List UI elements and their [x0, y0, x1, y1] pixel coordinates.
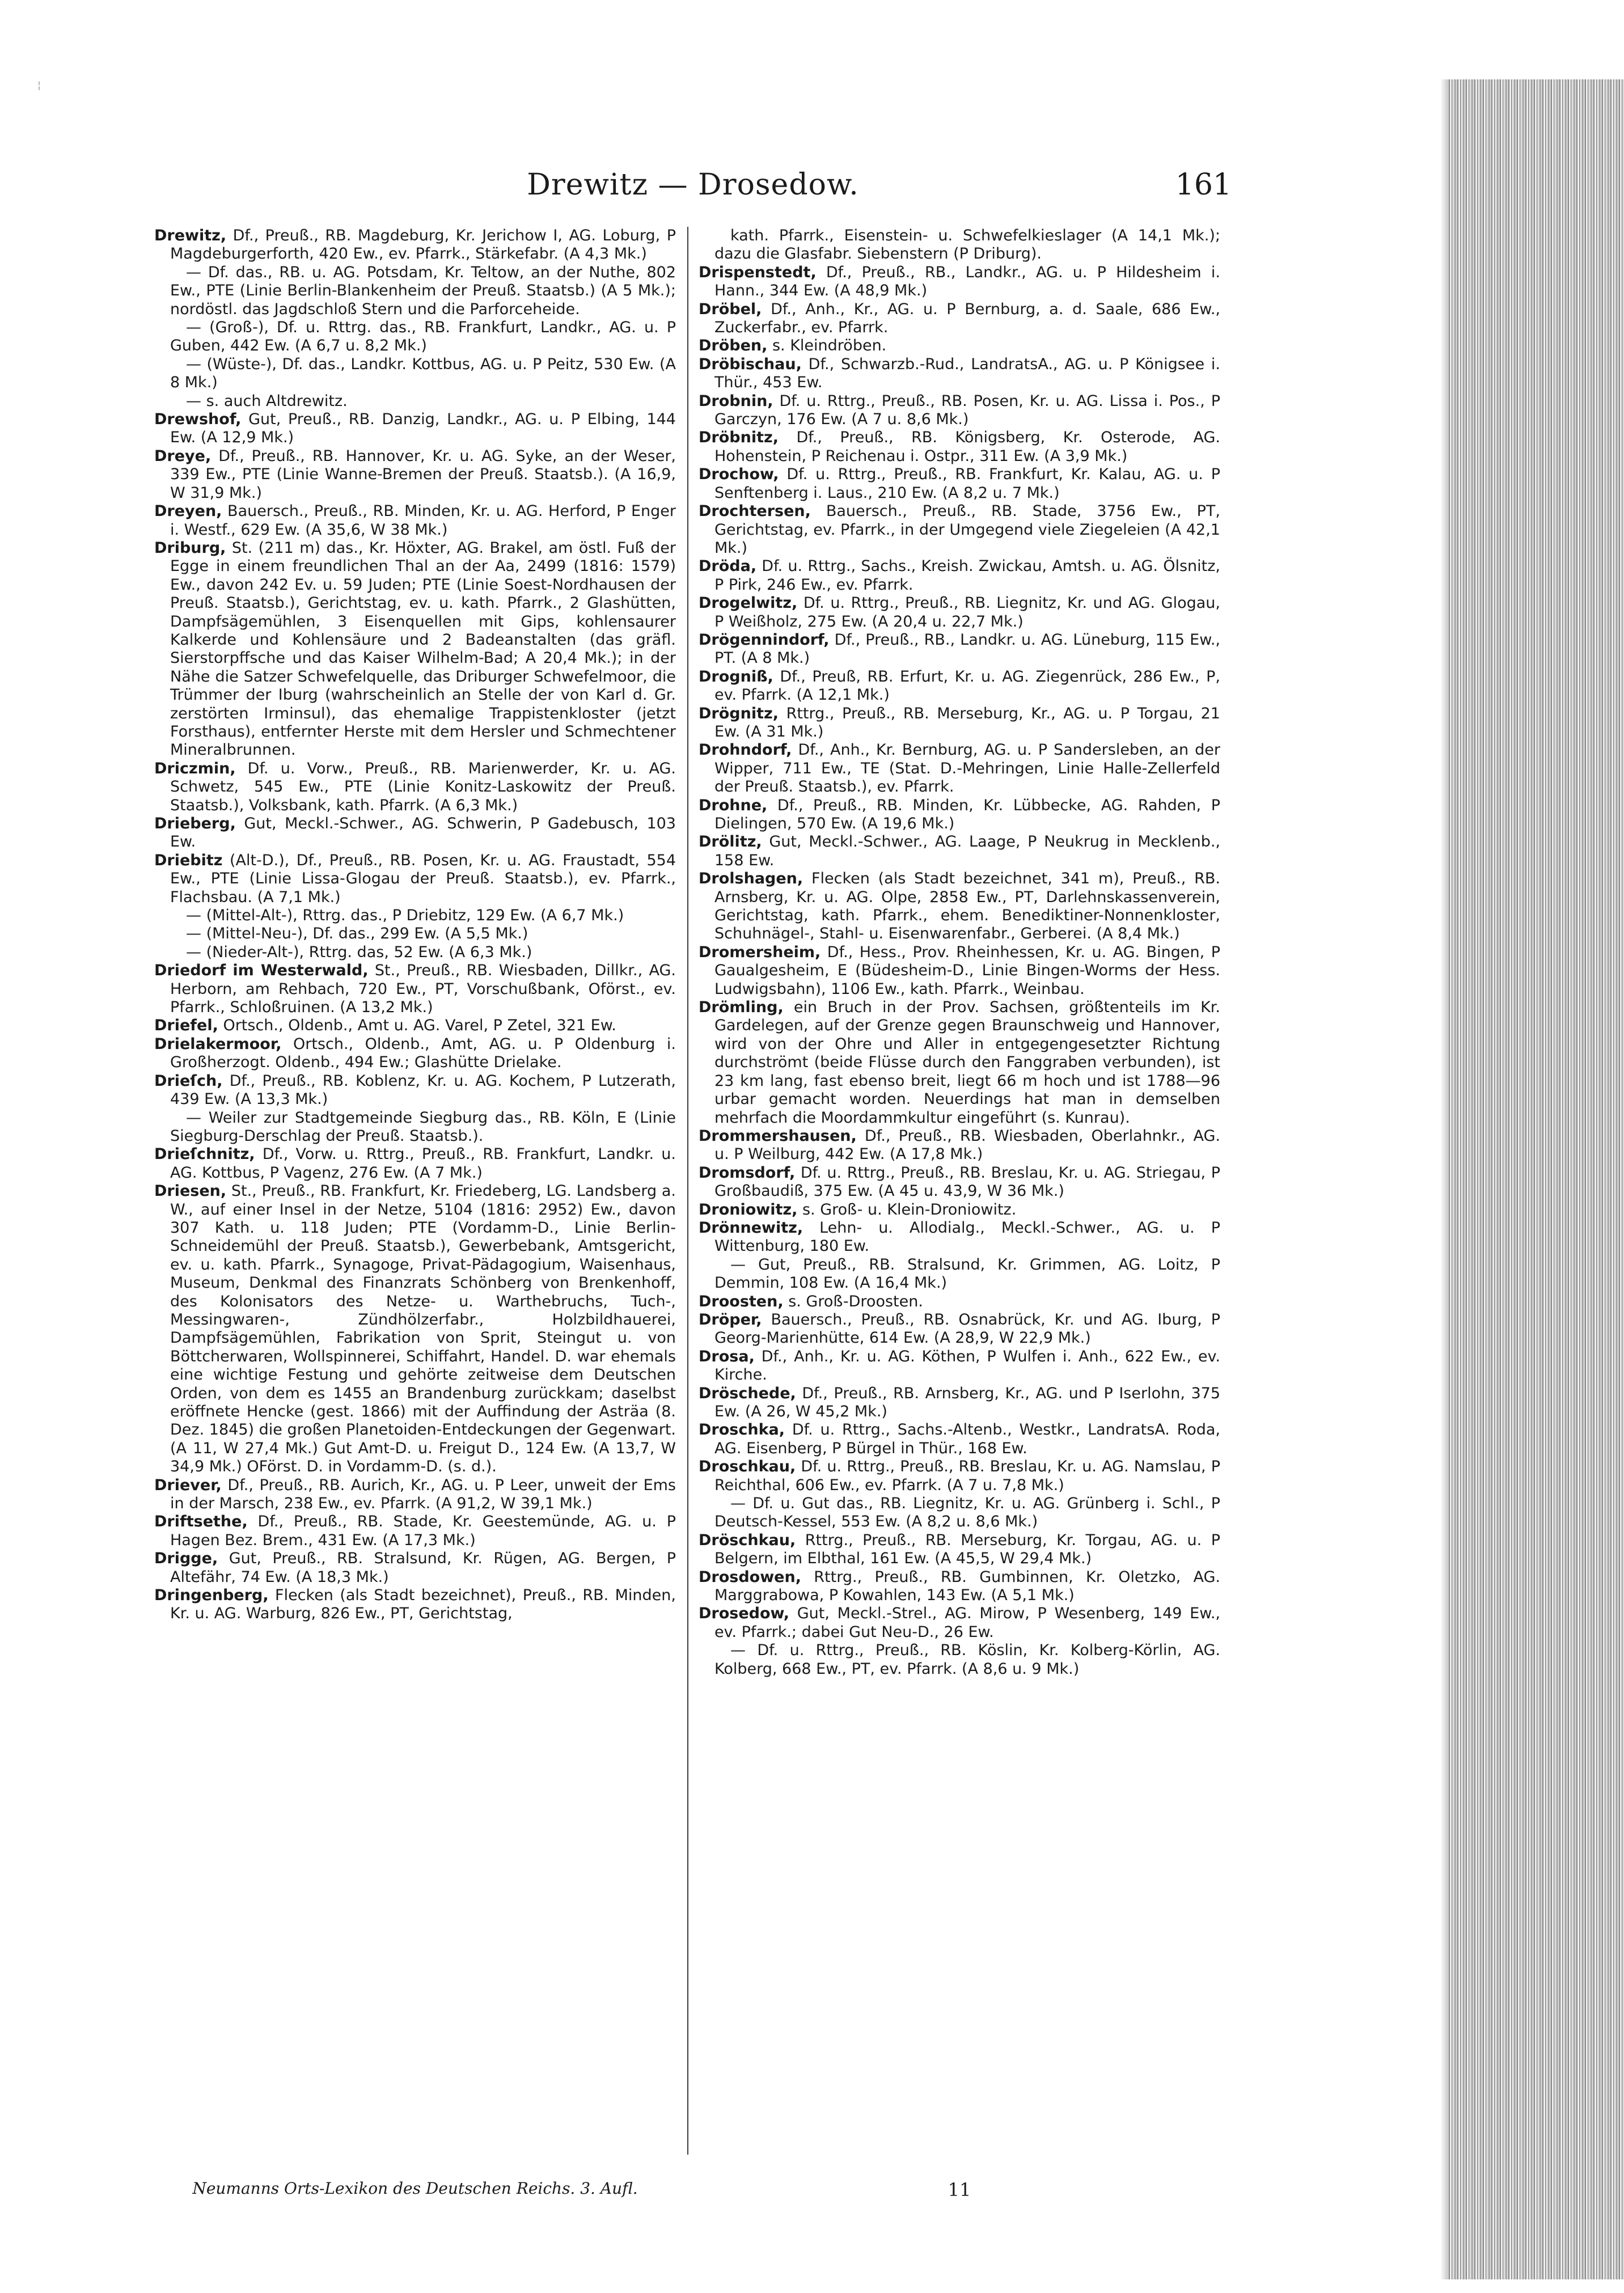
gazetteer-entry [699, 227, 1220, 264]
entry-text: Ortsch., Oldenb., Amt, AG. u. P Oldenburg i. Großherzogt. Oldenb., 494 Ew.; Glashütte Drielake. [170, 1035, 676, 1072]
entry-headword: Drölitz, [699, 833, 762, 851]
gazetteer-entry [154, 539, 676, 760]
entry-headword: Drogelwitz, [699, 594, 798, 612]
entry-text: Df., Hess., Prov. Rheinhessen, Kr. u. AG. Bingen, P Gaualgesheim, E (Büdesheim-D., Linie Bingen-Worms der Hess. Ludwigsbahn), 1106 Ew., kath. Pfarrk., Weinbau. [714, 943, 1220, 998]
entry-headword: Drogniß, [699, 667, 773, 686]
entry-text: Df., Anh., Kr. Bernburg, AG. u. P Sandersleben, an der Wipper, 711 Ew., TE (Stat. D.-Mehringen, Linie Halle-Zellerfeld der Preuß. Staatsb.), ev. Pfarrk. [714, 741, 1220, 796]
entry-text: Df., Preuß., RB. Aurich, Kr., AG. u. P Leer, unweit der Ems in der Marsch, 238 Ew., ev. Pfarrk. (A 91,2, W 39,1 Mk.) [170, 1476, 676, 1513]
entry-text: Bauersch., Preuß., RB. Osnabrück, Kr. und AG. Iburg, P Georg-Marienhütte, 614 Ew. (A 28,9, W 22,9 Mk.) [714, 1310, 1220, 1347]
entry-headword: Driedorf im Westerwald, [154, 962, 369, 980]
entry-headword: Driftsethe, [154, 1513, 248, 1531]
entry-text: Gut, Preuß., RB. Stralsund, Kr. Rügen, AG. Bergen, P Altefähr, 74 Ew. (A 18,3 Mk.) [170, 1550, 676, 1586]
gazetteer-entry [699, 1348, 1220, 1385]
gazetteer-entry [699, 1385, 1220, 1422]
gazetteer-entry [699, 1201, 1220, 1219]
entry-text: St. (211 m) das., Kr. Höxter, AG. Brakel, am östl. Fuß der Egge in einem freundlichen Thal an der Aa, 2499 (1816: 1579) Ew., davon 242 Ev. u. 59 Juden; PTE (Linie Soest-Nordhausen der Preuß. Staatsb.), Gerichtstag, ev. u. kath. Pfarrk., 2 Glashütten, Dampfsägemühlen, 3 Eisenquellen mit Gips, kohlensaurer Kalkerde und Kohlensäure und 2 Badeanstalten (das gräfl. Sierstorpffsche und das Kaiser Wilhelm-Bad; A 20,4 Mk.); in der Nähe die Satzer Schwefelquelle, das Driburger Schwefelmoor, die Trümmer der Iburg (wahrscheinlich an Stelle der von Karl d. Gr. zerstörten Irminsul), das ehemalige Trappistenkloster (jetzt Forsthaus), entfernter Herste mit dem Hersler und Schmechtener Mineralbrunnen. [170, 539, 676, 759]
entry-text: Df., Preuß., RB. Stade, Kr. Geestemünde, AG. u. P Hagen Bez. Brem., 431 Ew. (A 17,3 Mk.) [170, 1513, 676, 1549]
entry-text: s. Groß- u. Klein-Droniowitz. [797, 1200, 1017, 1219]
entry-text: — Weiler zur Stadtgemeinde Siegburg das., RB. Köln, E (Linie Siegburg-Derschlag der Preuß. Staatsb.). [170, 1109, 676, 1145]
gazetteer-entry [154, 925, 676, 943]
entry-headword: Drochow, [699, 466, 779, 484]
gazetteer-entry [154, 411, 676, 447]
entry-text: Df., Preuß., RB. Magdeburg, Kr. Jerichow I, AG. Loburg, P Magdeburgerforth, 420 Ew., ev. Pfarrk., Stärkefabr. (A 4,3 Mk.) [170, 227, 676, 263]
entry-text: Df. u. Vorw., Preuß., RB. Marienwerder, Kr. u. AG. Schwetz, 545 Ew., PTE (Linie Konitz-Laskowitz der Preuß. Staatsb.), Volksbank, kath. Pfarrk. (A 6,3 Mk.) [170, 759, 676, 814]
entry-headword: Drigge, [154, 1550, 218, 1568]
entry-text: Df., Preuß, RB. Erfurt, Kr. u. AG. Ziegenrück, 286 Ew., P, ev. Pfarrk. (A 12,1 Mk.) [714, 667, 1220, 704]
entry-text: Df. u. Rttrg., Sachs.-Altenb., Westkr., LandratsA. Roda, AG. Eisenberg, P Bürgel in Thür., 168 Ew. [714, 1421, 1220, 1457]
gazetteer-entry [699, 741, 1220, 796]
entry-text: s. Kleindröben. [767, 337, 887, 355]
gazetteer-entry [154, 356, 676, 392]
entry-text: Df., Schwarzb.-Rud., LandratsA., AG. u. P Königsee i. Thür., 453 Ew. [714, 355, 1220, 392]
entry-headword: Drobnin, [699, 392, 773, 410]
entry-headword: Drosedow, [699, 1605, 790, 1623]
entry-headword: Dröbnitz, [699, 429, 779, 447]
entry-text: Lehn- u. Allodialg., Meckl.-Schwer., AG. u. P Wittenburg, 180 Ew. [714, 1219, 1220, 1255]
entry-text: — Gut, Preuß., RB. Stralsund, Kr. Grimmen, AG. Loitz, P Demmin, 108 Ew. (A 16,4 Mk.) [714, 1255, 1220, 1292]
entry-headword: Drohne, [699, 796, 768, 814]
entry-text: Rttrg., Preuß., RB. Merseburg, Kr., AG. u. P Torgau, 21 Ew. (A 31 Mk.) [714, 704, 1220, 741]
sheet-signature: 11 [948, 2179, 971, 2201]
entry-text: kath. Pfarrk., Eisenstein- u. Schwefelkieslager (A 14,1 Mk.); dazu die Glasfabr. Siebenstern (P Driburg). [714, 227, 1220, 263]
gazetteer-entry [699, 1311, 1220, 1348]
gazetteer-entry [699, 429, 1220, 466]
page-header [154, 168, 1232, 213]
right-column [699, 227, 1220, 2166]
entry-headword: Drönnewitz, [699, 1219, 803, 1237]
gazetteer-entry [699, 557, 1220, 594]
entry-text: ein Bruch in der Prov. Sachsen, größtenteils im Kr. Gardelegen, auf der Grenze gegen Braunschweig und Hannover, wird von der Ohre und Aller in entgegengesetzter Richtung durchströmt (beide Flüsse durch den Fanggraben verbunden), ist 23 km lang, fast ebenso breit, liegt 66 m hoch und ist 1788—96 urbar gemacht worden. Neuerdings hat man in demselben mehrfach die Moordammkultur eingeführt (s. Kunrau). [714, 999, 1220, 1127]
entry-headword: Drögennindorf, [699, 631, 830, 649]
gazetteer-entry [154, 1477, 676, 1513]
entry-headword: Drommershausen, [699, 1127, 857, 1145]
entry-headword: Drieberg, [154, 815, 236, 832]
gazetteer-entry [154, 907, 676, 925]
entry-text: St., Preuß., RB. Frankfurt, Kr. Friedeberg, LG. Landsberg a. W., auf einer Insel in der Netze, 5104 (1816: 2952) Ew., davon 307 Kath. u. 118 Juden; PTE (Vordamm-D., Linie Berlin-Schneidemühl der Preuß. Staatsb.), Gewerbebank, Amtsgericht, ev. u. kath. Pfarrk., Synagoge, Privat-Pädagogium, Waisenhaus, Museum, Denkmal des Finanzrats Schönberg von Brenkenhoff, des Kolonisators des Netze- u. Warthebruchs, Tuch-, Messingwaren-, Zündhölzerfabr., Holzbildhauerei, Dampfsägemühlen, Fabrikation von Sprit, Steingut u. von Böttcherwaren, Wollspinnerei, Schiffahrt, Handel. D. war ehemals eine wichtige Festung und gehörte zeitweise dem Deutschen Orden, von dem es 1455 an Brandenburg zurückkam; daselbst eröffnete Hencke (gest. 1866) mit der Auffindung der Asträa (8. Dez. 1845) die großen Planetoiden-Entdeckungen der Gegenwart. (A 11, W 27,4 Mk.) Gut Amt-D. u. Freigut D., 124 Ew. (A 13,7, W 34,9 Mk.) OFörst. D. in Vordamm-D. (s. d.). [170, 1182, 676, 1476]
entry-headword: Droniowitz, [699, 1200, 798, 1219]
gazetteer-entry [154, 264, 676, 319]
entry-headword: Dreye, [154, 447, 212, 465]
column-divider [687, 227, 688, 2155]
entry-text: — Df. u. Rttrg., Preuß., RB. Köslin, Kr. Kolberg-Körlin, AG. Kolberg, 668 Ew., PT, ev. Pfarrk. (A 8,6 u. 9 Mk.) [714, 1642, 1220, 1678]
entry-text: Df., Preuß., RB., Landkr., AG. u. P Hildesheim i. Hann., 344 Ew. (A 48,9 Mk.) [714, 263, 1220, 300]
entry-text: Df., Preuß., RB., Landkr. u. AG. Lüneburg, 115 Ew., PT. (A 8 Mk.) [714, 631, 1220, 667]
gazetteer-entry [699, 797, 1220, 834]
entry-text: Gut, Preuß., RB. Danzig, Landkr., AG. u. P Elbing, 144 Ew. (A 12,9 Mk.) [170, 411, 676, 447]
entry-text: — (Wüste-), Df. das., Landkr. Kottbus, AG. u. P Peitz, 530 Ew. (A 8 Mk.) [170, 355, 676, 392]
entry-headword: Drolshagen, [699, 870, 803, 888]
entry-headword: Drosdowen, [699, 1568, 801, 1586]
gazetteer-entry [154, 1513, 676, 1550]
entry-headword: Drögnitz, [699, 704, 779, 722]
gazetteer-entry [154, 1145, 676, 1182]
entry-headword: Droschka, [699, 1421, 785, 1439]
gazetteer-entry [699, 466, 1220, 502]
entry-text: Df., Preuß., RB. Hannover, Kr. u. AG. Syke, an der Weser, 339 Ew., PTE (Linie Wanne-Bremen der Preuß. Staatsb.). (A 16,9, W 31,9 Mk.) [170, 447, 676, 502]
entry-text: Df., Anh., Kr., AG. u. P Bernburg, a. d. Saale, 686 Ew., Zuckerfabr., ev. Pfarrk. [714, 300, 1220, 337]
entry-text: Df., Anh., Kr. u. AG. Köthen, P Wulfen i. Anh., 622 Ew., ev. Kirche. [714, 1347, 1220, 1384]
running-title: Drewitz — Drosedow. [527, 168, 859, 202]
gazetteer-entry [699, 833, 1220, 870]
entry-headword: Drispenstedt, [699, 263, 817, 281]
gazetteer-entry [699, 1256, 1220, 1293]
gazetteer-entry [699, 356, 1220, 392]
entry-headword: Dringenberg, [154, 1587, 269, 1605]
entry-text: — (Nieder-Alt-), Rttrg. das, 52 Ew. (A 6,3 Mk.) [186, 943, 532, 961]
entry-headword: Drömling, [699, 999, 784, 1017]
entry-text: — (Mittel-Alt-), Rttrg. das., P Driebitz, 129 Ew. (A 6,7 Mk.) [186, 907, 624, 925]
gazetteer-entry [699, 1605, 1220, 1642]
entry-headword: Drieſchnitz, [154, 1145, 255, 1164]
entry-text: Df. u. Rttrg., Preuß., RB. Liegnitz, Kr. und AG. Glogau, P Weißholz, 275 Ew. (A 20,4 u. 22,7 Mk.) [714, 594, 1220, 631]
entry-headword: Driburg, [154, 539, 226, 557]
gazetteer-entry [699, 301, 1220, 337]
gazetteer-entry [699, 1164, 1220, 1201]
entry-text: Rttrg., Preuß., RB. Merseburg, Kr. Torgau, AG. u. P Belgern, im Elbthal, 161 Ew. (A 45,5, W 29,4 Mk.) [714, 1531, 1220, 1568]
left-column [154, 227, 676, 2166]
entry-text: — Df. das., RB. u. AG. Potsdam, Kr. Teltow, an der Nuthe, 802 Ew., PTE (Linie Berlin-Blankenheim der Preuß. Staatsb.) (A 5 Mk.); nordöstl. das Jagdschloß Stern und die Parforceheide. [170, 263, 676, 318]
entry-headword: Dromersheim, [699, 943, 821, 961]
entry-text: Df., Preuß., RB. Koblenz, Kr. u. AG. Kochem, P Lutzerath, 439 Ew. (A 13,3 Mk.) [170, 1072, 676, 1109]
gazetteer-entry [154, 760, 676, 815]
entry-text: Df., Vorw. u. Rttrg., Preuß., RB. Frankfurt, Landkr. u. AG. Kottbus, P Vagenz, 276 Ew. (A 7 Mk.) [170, 1145, 676, 1182]
gazetteer-entry [699, 1219, 1220, 1256]
entry-text: — (Groß-), Df. u. Rttrg. das., RB. Frankfurt, Landkr., AG. u. P Guben, 442 Ew. (A 6,7 u. 8,2 Mk.) [170, 319, 676, 355]
page-number: 161 [1175, 168, 1232, 202]
entry-text: Flecken (als Stadt bezeichnet, 341 m), Preuß., RB. Arnsberg, Kr. u. AG. Olpe, 2858 Ew., PT, Darlehnskassenverein, Gerichtstag, kath. Pfarrk., ehem. Benediktiner-Nonnenkloster, Schuhnägel-, Stahl- u. Eisenwarenfabr., Gerberei. (A 8,4 Mk.) [714, 870, 1220, 943]
entry-text: Df., Preuß., RB. Königsberg, Kr. Osterode, AG. Hohenstein, P Reichenau i. Ostpr., 311 Ew. (A 3,9 Mk.) [714, 429, 1220, 465]
entry-text: Df., Preuß., RB. Minden, Kr. Lübbecke, AG. Rahden, P Dielingen, 570 Ew. (A 19,6 Mk.) [714, 796, 1220, 832]
gazetteer-entry [154, 1182, 676, 1477]
entry-headword: Drewitz, [154, 227, 227, 244]
gazetteer-entry [699, 1568, 1220, 1605]
entry-text: Gut, Meckl.-Schwer., AG. Laage, P Neukrug in Mecklenb., 158 Ew. [714, 833, 1220, 869]
entry-text: — Df. u. Gut das., RB. Liegnitz, Kr. u. AG. Grünberg i. Schl., P Deutsch-Kessel, 553 Ew. (A 8,2 u. 8,6 Mk.) [714, 1495, 1220, 1531]
gazetteer-entry [154, 502, 676, 539]
entry-text: Df. u. Rttrg., Preuß., RB. Breslau, Kr. u. AG. Namslau, P Reichthal, 606 Ew., ev. Pfarrk. (A 7 u. 7,8 Mk.) [714, 1458, 1220, 1494]
gazetteer-entry [699, 944, 1220, 999]
gazetteer-entry [699, 1642, 1220, 1678]
entry-text: Rttrg., Preuß., RB. Gumbinnen, Kr. Oletzko, AG. Marggrabowa, P Kowahlen, 143 Ew. (A 5,1 Mk.) [714, 1568, 1220, 1605]
entry-text: Df. u. Rttrg., Preuß., RB. Posen, Kr. u. AG. Lissa i. Pos., P Garczyn, 176 Ew. (A 7 u. 8,6 Mk.) [714, 392, 1220, 429]
entry-text: (Alt-D.), Df., Preuß., RB. Posen, Kr. u. AG. Fraustadt, 554 Ew., PTE (Linie Lissa-Glogau der Preuß. Staatsb.), ev. Pfarrk., Flachsbau. (A 7,1 Mk.) [170, 851, 676, 906]
gazetteer-entry [154, 1587, 676, 1623]
gazetteer-entry [154, 1109, 676, 1146]
entry-text: Bauersch., Preuß., RB. Minden, Kr. u. AG. Herford, P Enger i. Westf., 629 Ew. (A 35,6, W 38 Mk.) [170, 502, 676, 539]
gazetteer-entry [699, 1458, 1220, 1495]
entry-headword: Dröschkau, [699, 1531, 796, 1549]
gazetteer-entry [154, 944, 676, 962]
gazetteer-entry [154, 1550, 676, 1587]
entry-headword: Dröben, [699, 337, 768, 355]
entry-headword: Droschkau, [699, 1458, 796, 1476]
entry-headword: Driever, [154, 1476, 222, 1494]
gazetteer-entry [154, 227, 676, 264]
entry-headword: Dröda, [699, 557, 757, 576]
gazetteer-entry [699, 1495, 1220, 1532]
gazetteer-entry [154, 962, 676, 1017]
entry-headword: Drielakermoor, [154, 1035, 282, 1053]
gazetteer-entry [699, 1127, 1220, 1164]
gazetteer-entry [699, 999, 1220, 1127]
entry-text: Df. u. Rttrg., Preuß., RB. Frankfurt, Kr. Kalau, AG. u. P Senftenberg i. Laus., 210 Ew. (A 8,2 u. 7 Mk.) [714, 466, 1220, 502]
entry-headword: Drochtersen, [699, 502, 811, 521]
entry-headword: Drohndorf, [699, 741, 792, 759]
entry-headword: Dröbel, [699, 300, 762, 318]
gazetteer-entry [699, 1293, 1220, 1311]
entry-text: Df. u. Rttrg., Sachs., Kreish. Zwickau, Amtsh. u. AG. Ölsnitz, P Pirk, 246 Ew., ev. Pfarrk. [714, 557, 1220, 594]
entry-headword: Driefel, [154, 1017, 218, 1035]
binding-mark: ¦ [37, 79, 41, 91]
entry-headword: Driesen, [154, 1182, 227, 1200]
entry-text: Bauersch., Preuß., RB. Stade, 3756 Ew., PT, Gerichtstag, ev. Pfarrk., in der Umgegend viele Ziegeleien (A 42,1 Mk.) [714, 502, 1220, 557]
entry-text: Df., Preuß., RB. Wiesbaden, Oberlahnkr., AG. u. P Weilburg, 442 Ew. (A 17,8 Mk.) [714, 1127, 1220, 1164]
entry-text: Gut, Meckl.-Schwer., AG. Schwerin, P Gadebusch, 103 Ew. [170, 815, 676, 851]
gazetteer-entry [699, 337, 1220, 355]
gazetteer-entry [699, 1532, 1220, 1568]
entry-headword: Droosten, [699, 1292, 784, 1310]
entry-headword: Dröper, [699, 1310, 762, 1329]
gazetteer-entry [154, 319, 676, 356]
entry-headword: Driebitz [154, 851, 223, 869]
gazetteer-entry [154, 1017, 676, 1035]
entry-headword: Dröschede, [699, 1384, 796, 1402]
entry-headword: Drewshof, [154, 411, 242, 429]
entry-text: Flecken (als Stadt bezeichnet), Preuß., RB. Minden, Kr. u. AG. Warburg, 826 Ew., PT, Gerichtstag, [170, 1587, 676, 1623]
gazetteer-entry [154, 815, 676, 852]
entry-headword: Dröbischau, [699, 355, 802, 373]
page-stack-edge [1447, 79, 1624, 2279]
gazetteer-entry [699, 264, 1220, 301]
gazetteer-entry [154, 1035, 676, 1072]
entry-text: Df. u. Rttrg., Preuß., RB. Breslau, Kr. u. AG. Striegau, P Großbaudiß, 375 Ew. (A 45 u. 43,9, W 36 Mk.) [714, 1164, 1220, 1200]
entry-text: St., Preuß., RB. Wiesbaden, Dillkr., AG. Herborn, am Rehbach, 720 Ew., PT, Vorschußbank, Oförst., ev. Pfarrk., Schloßruinen. (A 13,2 Mk.) [170, 962, 676, 1017]
entry-headword: Dromsdorf, [699, 1164, 796, 1182]
gazetteer-entry [699, 870, 1220, 944]
gazetteer-entry [154, 852, 676, 907]
gazetteer-entry [154, 1072, 676, 1109]
gazetteer-entry [699, 631, 1220, 668]
gazetteer-entry [699, 392, 1220, 429]
entry-text: Ortsch., Oldenb., Amt u. AG. Varel, P Zetel, 321 Ew. [218, 1017, 616, 1035]
gazetteer-entry [699, 502, 1220, 557]
entry-headword: Dreyen, [154, 502, 222, 521]
entry-text: Gut, Meckl.-Strel., AG. Mirow, P Wesenberg, 149 Ew., ev. Pfarrk.; dabei Gut Neu-D., 26 Ew. [714, 1605, 1220, 1641]
entry-headword: Drieſch, [154, 1072, 223, 1090]
gazetteer-entry [699, 705, 1220, 742]
gazetteer-entry [154, 447, 676, 502]
footer-source-line: Neumanns Orts-Lexikon des Deutschen Reichs. 3. Aufl. [192, 2179, 638, 2198]
entry-text: Df., Preuß., RB. Arnsberg, Kr., AG. und P Iserlohn, 375 Ew. (A 26, W 45,2 Mk.) [714, 1384, 1220, 1420]
entry-headword: Driczmin, [154, 759, 236, 777]
entry-text: — s. auch Altdrewitz. [186, 392, 348, 410]
gazetteer-entry [699, 668, 1220, 705]
gazetteer-entry [699, 594, 1220, 631]
gazetteer-entry [699, 1421, 1220, 1458]
gazetteer-entry [154, 392, 676, 411]
entry-headword: Drosa, [699, 1347, 755, 1365]
entry-text: s. Groß-Droosten. [783, 1292, 923, 1310]
entry-text: — (Mittel-Neu-), Df. das., 299 Ew. (A 5,5 Mk.) [186, 925, 528, 943]
